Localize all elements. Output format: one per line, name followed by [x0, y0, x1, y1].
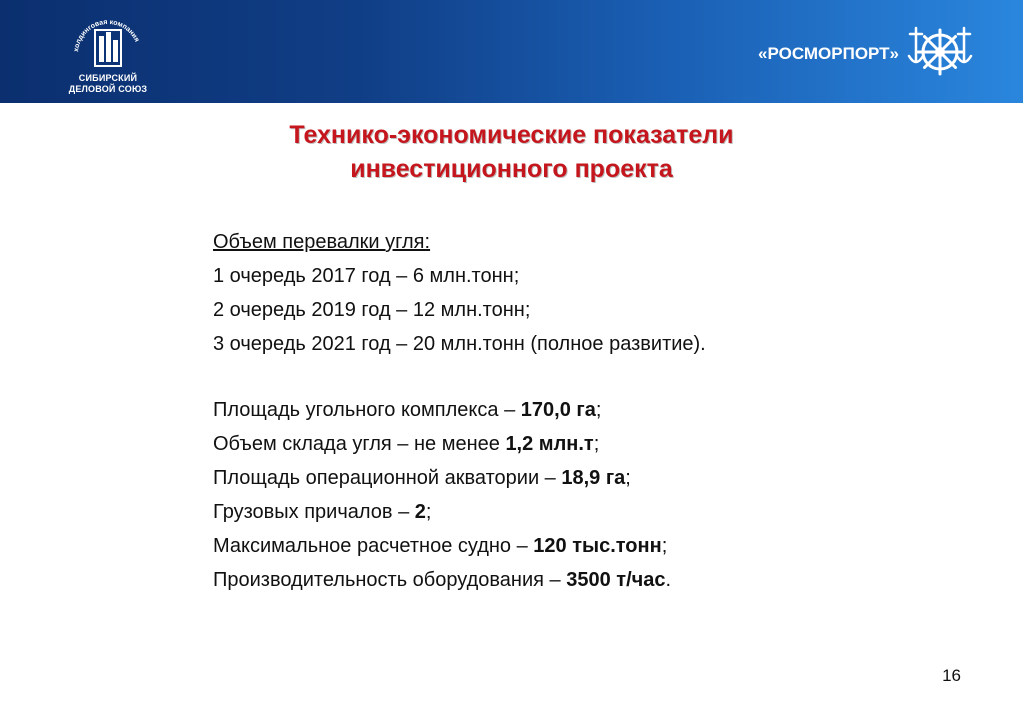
indicator-max-vessel [213, 529, 973, 563]
indicator-label: Площадь угольного комплекса – [213, 399, 521, 421]
indicator-label: Производительность оборудования – [213, 569, 567, 591]
volume-stage-2: 2 очередь 2019 год – 12 млн.тонн; [213, 299, 531, 321]
indicator-label: Грузовых причалов – [213, 501, 415, 523]
ship-wheel-anchors-emblem-icon [906, 22, 974, 82]
indicator-label: Максимальное расчетное судно – [213, 535, 534, 557]
indicator-value: 170,0 га [520, 399, 596, 421]
page-number: 16 [942, 666, 961, 685]
indicator-berths [213, 495, 973, 529]
volume-heading: Объем перевалки угля: [213, 231, 431, 253]
page-title [0, 118, 1023, 186]
logo-text-line1: СИБИРСКИЙ [78, 73, 138, 83]
indicator-water-area [213, 461, 973, 495]
brand-name: «РОСМОРПОРТ» [758, 44, 899, 63]
indicator-complex-area [213, 393, 973, 427]
indicator-end: ; [425, 501, 432, 523]
indicator-label: Площадь операционной акватории – [213, 467, 562, 489]
indicator-end: . [665, 569, 672, 591]
indicator-end: ; [593, 433, 600, 455]
volume-stage-1: 1 очередь 2017 год – 6 млн.тонн; [213, 265, 520, 287]
logo-arc-text: холдинговая компания [73, 18, 141, 53]
indicator-value: 3500 т/час [566, 569, 666, 591]
indicator-end: ; [625, 467, 631, 489]
spacer [213, 361, 973, 393]
indicator-value: 120 тыс.тонн [533, 535, 662, 557]
indicator-warehouse-volume [213, 427, 973, 461]
main-content [213, 225, 973, 597]
volume-stage-3: 3 очередь 2021 год – 20 млн.тонн (полное развитие). [213, 333, 706, 355]
indicator-value: 1,2 млн.т [505, 433, 594, 455]
indicator-end: ; [661, 535, 668, 557]
sibirsky-delovoy-soyuz-logo [58, 10, 158, 98]
indicator-value: 18,9 га [561, 467, 626, 489]
indicator-label: Объем склада угля – не менее [213, 433, 506, 455]
logo-text-line2: ДЕЛОВОЙ СОЮЗ [68, 84, 148, 94]
indicator-equipment-capacity [213, 563, 973, 597]
title-line2: инвестиционного проекта [350, 155, 673, 183]
indicator-value: 2 [414, 501, 426, 523]
indicator-end: ; [595, 399, 602, 421]
header-band [0, 0, 1023, 103]
title-line1: Технико-экономические показатели [289, 121, 734, 149]
